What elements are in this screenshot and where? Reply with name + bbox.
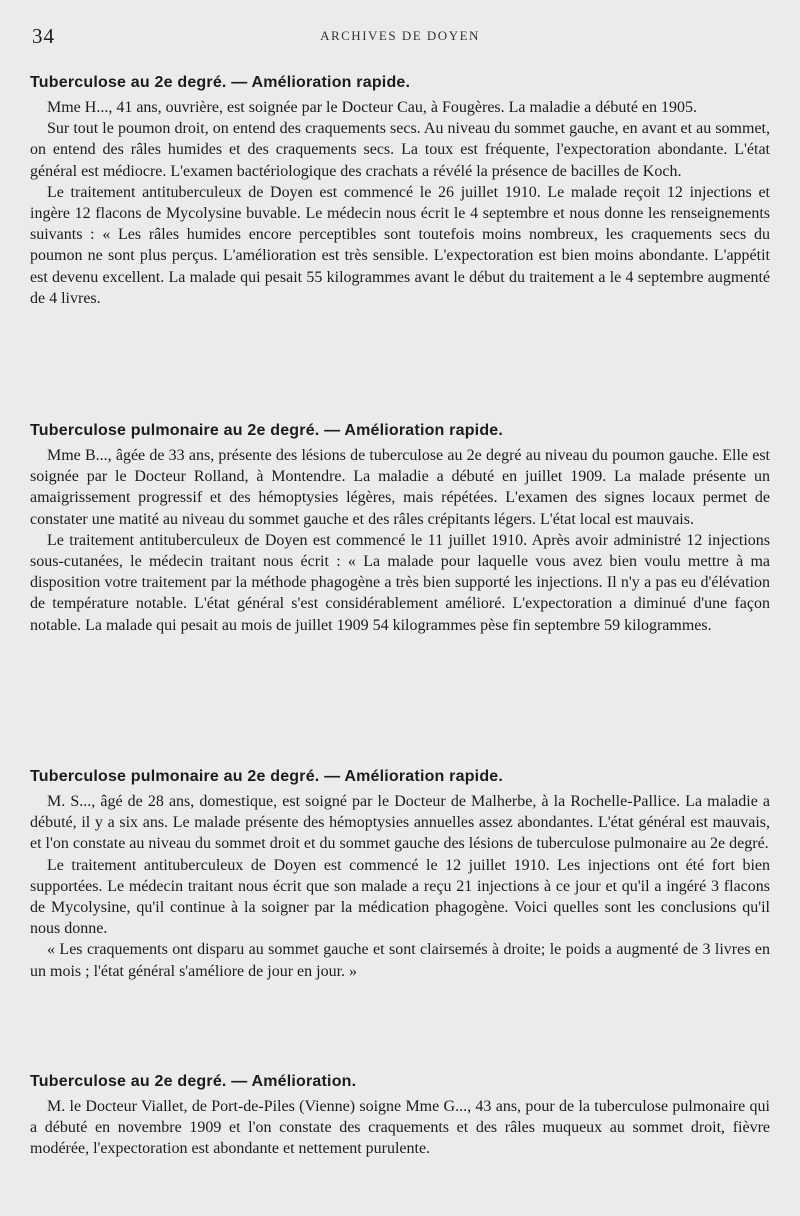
- paragraph: Le traitement antituberculeux de Doyen est commencé le 12 juillet 1910. Les injections ont été fort bien supportées. Le médecin traitant nous écrit que son malade a reçu 21 injections à ce jour et qu'il a ingéré 3 flacons de Mycolysine, qu'il continue à la soigner par la médication phagogène. Voici quelles sont les conclusions qu'il nous donne.: [30, 856, 770, 938]
- section-title: Tuberculose au 2e degré. — Amélioration rapide.: [30, 74, 411, 91]
- paragraph: Sur tout le poumon droit, on entend des craquements secs. Au niveau du sommet gauche, en avant et au sommet, on entend des râles humides et des craquements secs. La toux est fréquente, l'expectoration abondante. L'état général est médiocre. L'examen bactériologique des crachats a révélé la présence de bacilles de Koch.: [30, 120, 770, 180]
- paragraph: M. S..., âgé de 28 ans, domestique, est soigné par le Docteur de Malherbe, à la Rochelle-Pallice. La maladie a débuté, il y a six ans. Le malade présente des hémoptysies annuelles assez abondantes. L'état général est mauvais, et l'on constate au niveau du sommet droit et du sommet gauche des lésions de tuberculose pulmonaire au 2e degré.: [30, 793, 770, 853]
- section-4: [30, 1073, 770, 1160]
- page-number: 34: [32, 24, 55, 48]
- paragraph: Le traitement antituberculeux de Doyen est commencé le 11 juillet 1910. Après avoir administré 12 injections sous-cutanées, le médecin traitant nous écrit : « La malade pour laquelle vous avez bien voulu mettre à ma disposition votre traitement par la méthode phagogène a très bien supporté les injections. Il n'y a pas eu d'élévation de température notable. L'état général s'est considérablement amélioré. L'expectoration a diminué d'une façon notable. La malade qui pesait au mois de juillet 1909 54 kilogrammes pèse fin septembre 59 kilogrammes.: [30, 531, 770, 634]
- paragraph: « Les craquements ont disparu au sommet gauche et sont clairsemés à droite; le poids a augmenté de 3 livres en un mois ; l'état général s'améliore de jour en jour. »: [30, 941, 770, 980]
- section-2: [30, 422, 770, 636]
- page-header: [0, 24, 800, 48]
- section-title: Tuberculose pulmonaire au 2e degré. — Amélioration rapide.: [30, 768, 504, 785]
- section-3: [30, 768, 770, 982]
- paragraph: M. le Docteur Viallet, de Port-de-Piles (Vienne) soigne Mme G..., 43 ans, pour de la tuberculose pulmonaire qui a débuté en novembre 1909 et l'on constate des craquements et des râles muqueux au sommet droit, fièvre modérée, l'expectoration est abondante et nettement purulente.: [30, 1098, 770, 1158]
- paragraph: Le traitement antituberculeux de Doyen est commencé le 26 juillet 1910. Le malade reçoit 12 injections et ingère 12 flacons de Mycolysine buvable. Le médecin nous écrit le 4 septembre et nous donne les renseignements suivants : « Les râles humides encore perceptibles sont toutefois moins nombreux, les craquements secs du poumon ne sont plus perçus. L'amélioration est très sensible. L'expectoration est bien moins abondante. L'appétit est devenu excellent. La malade qui pesait 55 kilogrammes avant le début du traitement a le 4 septembre augmenté de 4 livres.: [30, 183, 770, 307]
- paragraph: Mme H..., 41 ans, ouvrière, est soignée par le Docteur Cau, à Fougères. La maladie a débuté en 1905.: [47, 99, 698, 116]
- paragraph: Mme B..., âgée de 33 ans, présente des lésions de tuberculose au 2e degré au niveau du poumon gauche. Elle est soignée par le Docteur Rolland, à Montendre. La maladie a débuté en juillet 1909. La malade présente un amaigrissement progressif et des hémoptysies légères, mais répétées. L'examen des signes locaux permet de constater une matité au niveau du sommet gauche et des râles crépitants légers. L'état local est mauvais.: [30, 447, 770, 528]
- section-title: Tuberculose pulmonaire au 2e degré. — Amélioration rapide.: [30, 422, 504, 439]
- section-title: Tuberculose au 2e degré. — Amélioration.: [30, 1073, 357, 1090]
- section-1: [30, 74, 770, 309]
- running-title: ARCHIVES DE DOYEN: [320, 28, 480, 43]
